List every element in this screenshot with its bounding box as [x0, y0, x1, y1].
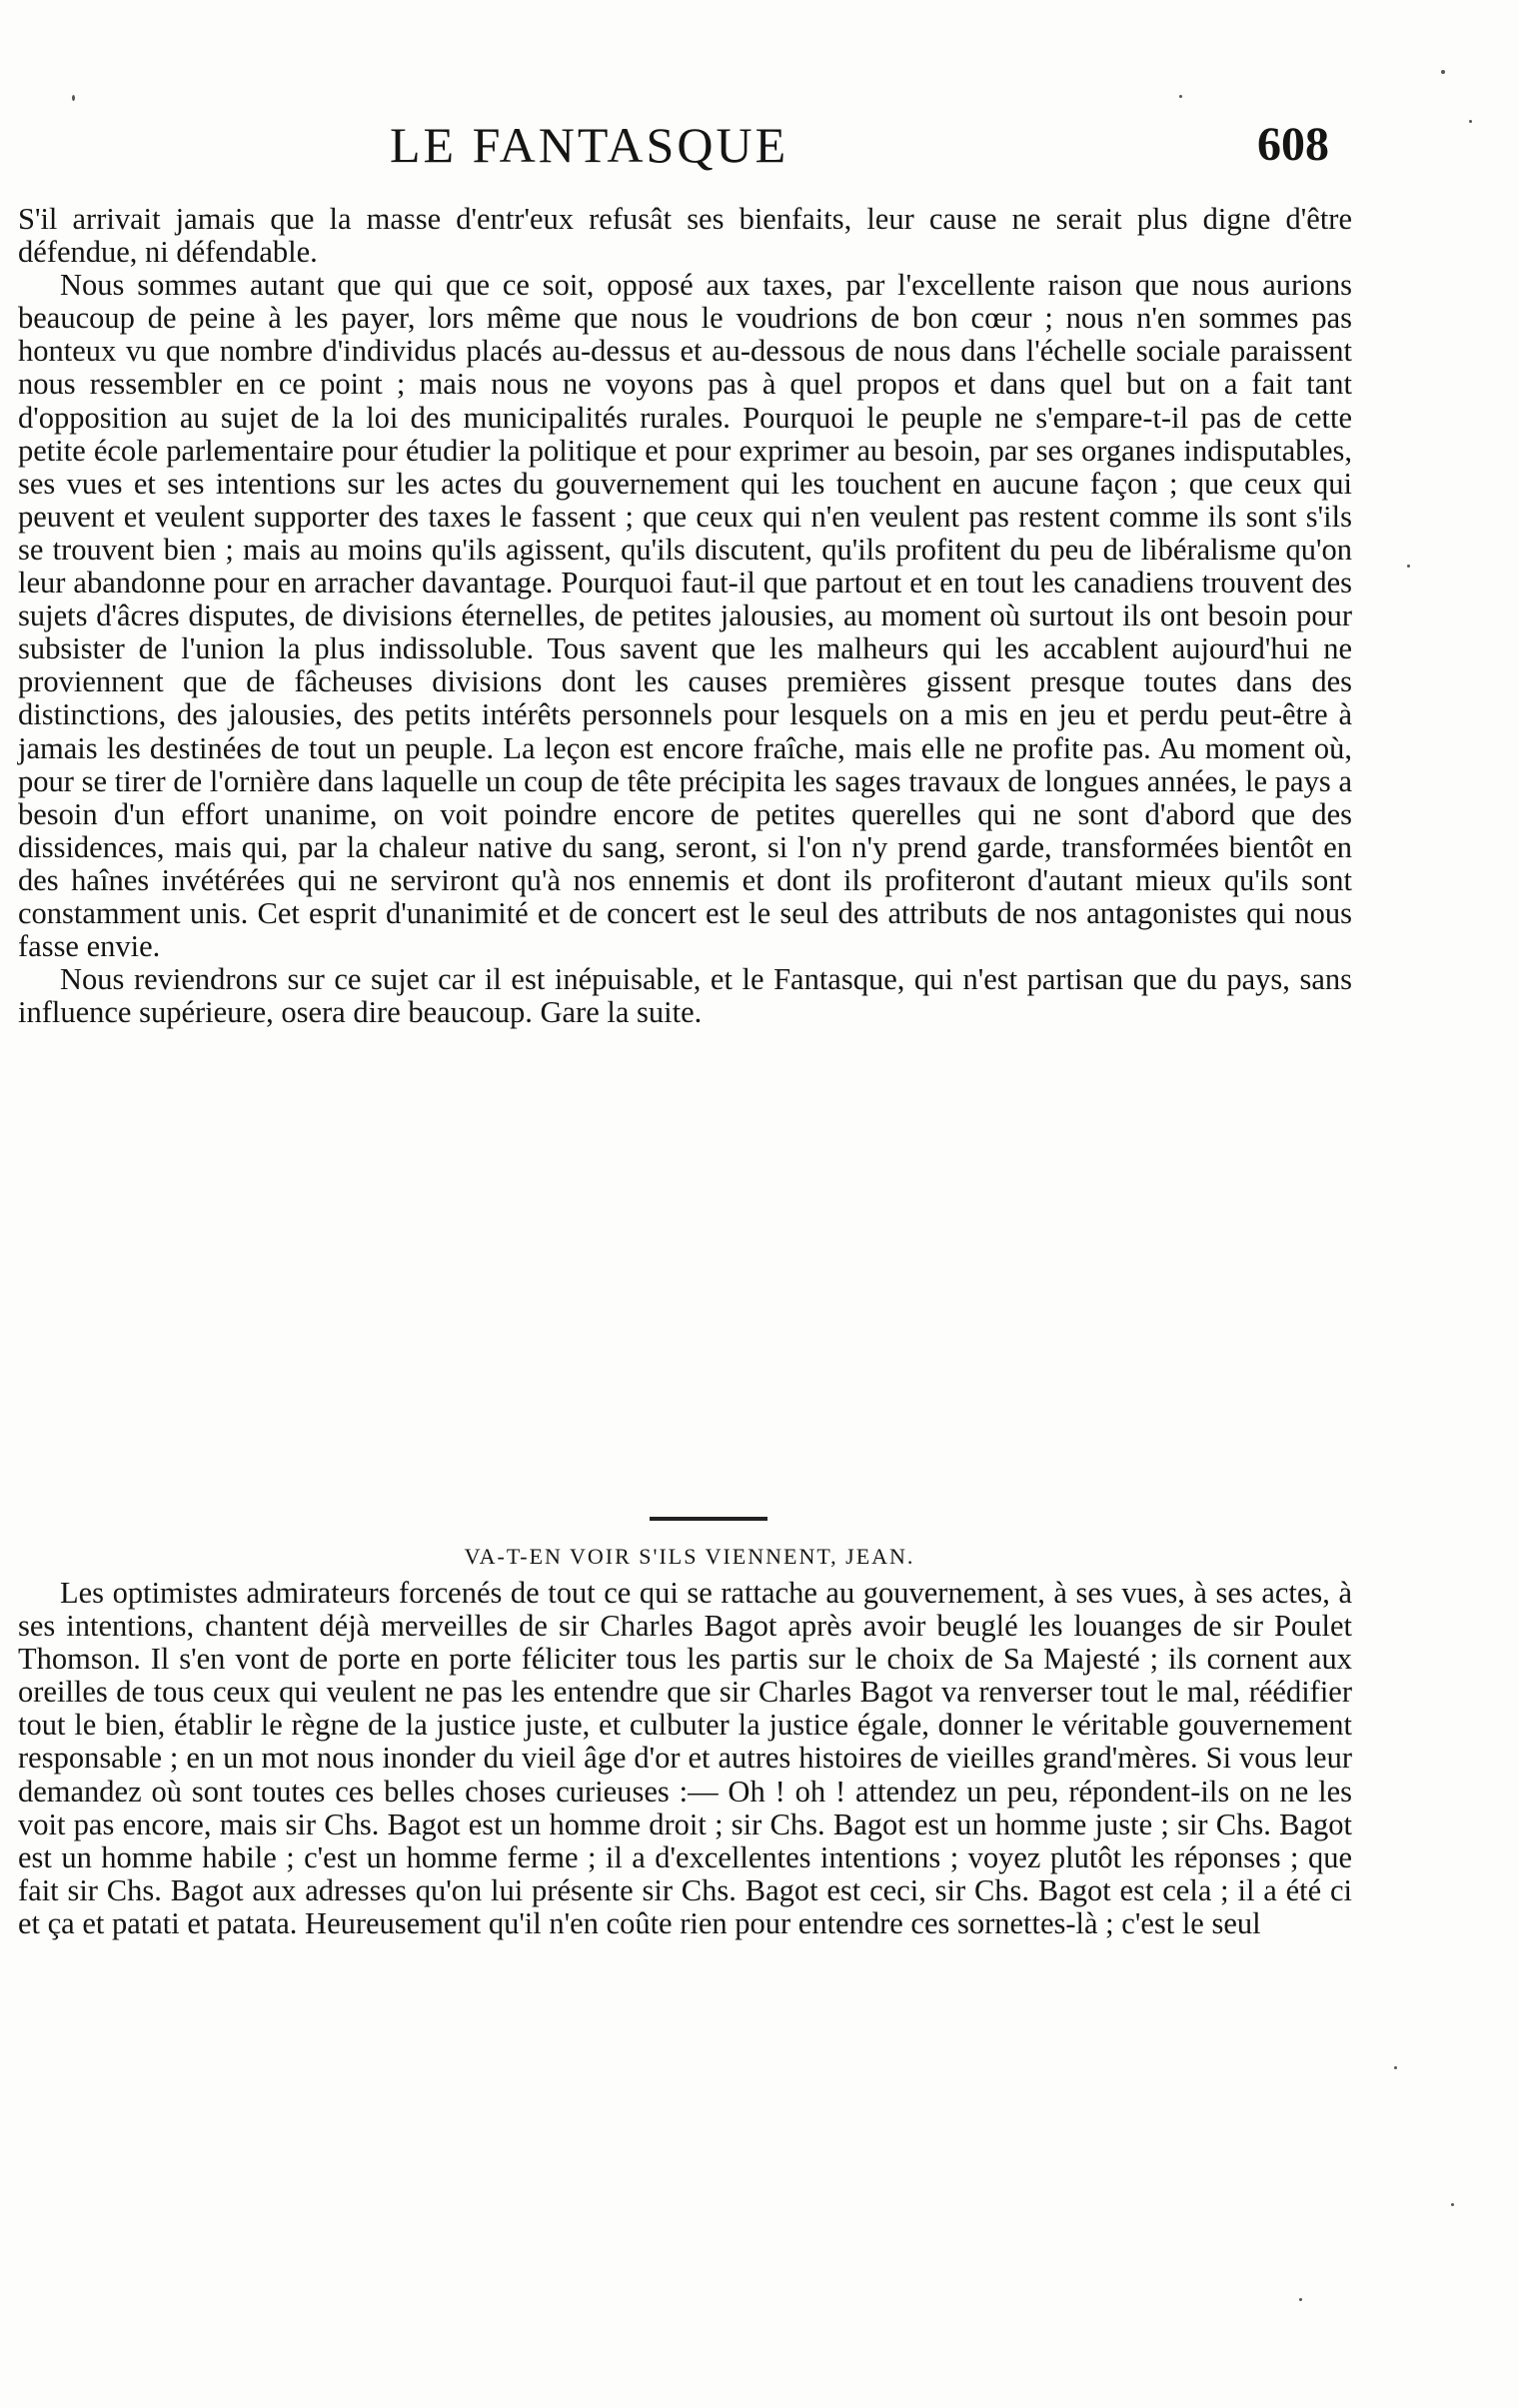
scan-speck [1394, 2066, 1397, 2069]
running-title: LE FANTASQUE [390, 117, 789, 173]
scan-speck [1179, 95, 1182, 98]
scan-speck [72, 95, 75, 101]
article-2-paragraph-1: Les optimistes admirateurs forcenés de tout ce qui se rattache au gouvernement, à ses vues, à ses actes, à ses intentions, chantent déjà merveilles de sir Charles Bagot après avoir beuglé les louanges de sir Poulet Thomson. Il s'en vont de porte en porte féliciter tous les partis sur le choix de Sa Majesté ; ils cornent aux oreilles de tous ceux qui veulent ne pas les entendre que sir Charles Bagot va renverser tout le mal, réédifier tout le bien, établir le règne de la justice juste, et culbuter la justice égale, donner le véritable gouvernement responsable ; en un mot nous inonder du vieil âge d'or et autres histoires de vieilles grand'mères. Si vous leur demandez où sont toutes ces belles choses curieuses :— Oh ! oh ! attendez un peu, répondent-ils on ne les voit pas encore, mais sir Chs. Bagot est un homme droit ; sir Chs. Bagot est un homme juste ; sir Chs. Bagot est un homme habile ; c'est un homme ferme ; il a d'excellentes intentions ; voyez plutôt les réponses ; que fait sir Chs. Bagot aux adresses qu'on lui présente sir Chs. Bagot est ceci, sir Chs. Bagot est cela ; il a été ci et ça et patati et patata. Heureusement qu'il n'en coûte rien pour entendre ces sornettes-là ; c'est le seul [18, 1576, 1352, 1940]
article-2-heading: VA-T-EN VOIR S'ILS VIENNENT, JEAN. [464, 1544, 915, 1569]
scan-speck [1469, 120, 1472, 123]
scan-speck [1299, 2298, 1302, 2301]
article-1-paragraph-2: Nous sommes autant que qui que ce soit, opposé aux taxes, par l'excellente raison que nous aurions beaucoup de peine à les payer, lors même que nous le voudrions de bon cœur ; nous n'en sommes pas honteux vu que nombre d'individus placés au-dessus et au-dessous de nous dans l'échelle sociale paraissent nous ressembler en ce point ; mais nous ne voyons pas à quel propos et dans quel but on a fait tant d'opposition au sujet de la loi des municipalités rurales. Pourquoi le peuple ne s'empare-t-il pas de cette petite école parlementaire pour étudier la politique et pour exprimer au besoin, par ses organes indisputables, ses vues et ses intentions sur les actes du gouvernement qui les touchent en aucune façon ; que ceux qui peuvent et veulent supporter des taxes le fassent ; que ceux qui n'en veulent pas restent comme ils sont s'ils se trouvent bien ; mais au moins qu'ils agissent, qu'ils discutent, qu'ils profitent du peu de libéralisme qu'on leur abandonne pour en arracher davantage. Pourquoi faut-il que partout et en tout les canadiens trouvent des sujets d'âcres disputes, de divisions éternelles, de petites jalousies, au moment où surtout ils ont besoin pour subsister de l'union la plus indissoluble. Tous savent que les malheurs qui les accablent aujourd'hui ne proviennent que de fâcheuses divisions dont les causes premières gissent presque toutes dans des distinctions, des jalousies, des petits intérêts personnels pour lesquels on a mis en jeu et perdu peut-être à jamais les destinées de tout un peuple. La leçon est encore fraîche, mais elle ne profite pas. Au moment où, pour se tirer de l'ornière dans laquelle un coup de tête précipita les sages travaux de longues années, le pays a besoin d'un effort unanime, on voit poindre encore de petites querelles qui ne sont d'abord que des dissidences, mais qui, par la chaleur native du sang, seront, si l'on n'y prend garde, transformées bientôt en des haînes invétérées qui ne serviront qu'à nos ennemis et dont ils profiteront d'autant mieux qu'ils sont constamment unis. Cet esprit d'unanimité et de concert est le seul des attributs de nos antagonistes qui nous fasse envie. [18, 268, 1352, 964]
article-1-paragraph-1: S'il arrivait jamais que la masse d'entr'eux refusât ses bienfaits, leur cause ne serait plus digne d'être défendue, ni défendable. [18, 202, 1352, 270]
article-2-body [18, 1577, 1352, 1940]
running-head [0, 115, 1519, 185]
scan-speck [1407, 565, 1410, 568]
page-number: 608 [1257, 118, 1329, 171]
article-1-paragraph-3: Nous reviendrons sur ce sujet car il est inépuisable, et le Fantasque, qui n'est partisan que du pays, sans influence supérieure, osera dire beaucoup. Gare la suite. [18, 962, 1352, 1030]
section-divider-rule [650, 1517, 767, 1521]
scan-speck [1441, 70, 1445, 74]
article-1-body [18, 203, 1352, 1029]
scan-speck [1451, 2203, 1454, 2206]
